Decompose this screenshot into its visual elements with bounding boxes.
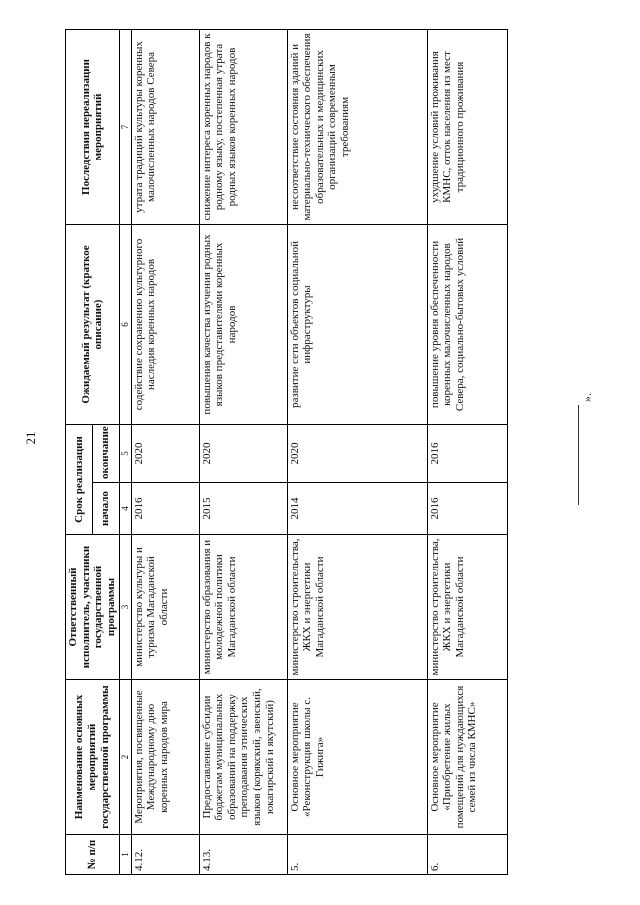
header-num: № п/п xyxy=(66,835,120,875)
row-start: 2016 xyxy=(427,483,507,535)
row-end: 2020 xyxy=(287,424,427,482)
table-row xyxy=(131,29,199,874)
row-result: повышения качества изучения родных языков представителями коренных народов xyxy=(199,224,287,424)
row-consequences: ухудшение условий проживания КМНС, отток населения из мест традиционного проживания xyxy=(427,29,507,224)
row-name: Мероприятия, посвященные Международному дню коренных народов мира xyxy=(131,680,199,835)
row-start: 2014 xyxy=(287,483,427,535)
page-number: 21 xyxy=(23,431,38,445)
row-executor: министерство культуры и туризма Магаданской области xyxy=(131,535,199,680)
row-executor: министерство строительства, ЖКХ и энергетики Магаданской области xyxy=(287,535,427,680)
header-row xyxy=(66,29,93,874)
table-row xyxy=(199,29,287,874)
header-result: Ожидаемый результат (краткое описание) xyxy=(66,224,120,424)
row-num: 6. xyxy=(427,835,507,875)
row-result: повышение уровня обеспеченности коренных малочисленных народов Севера, социально-бытовых условий xyxy=(427,224,507,424)
row-consequences: снижение интереса коренных народов к родному языку, постепенная утрата родных языков коренных народов xyxy=(199,29,287,224)
row-result: содействие сохранению культурного наследия коренных народов xyxy=(131,224,199,424)
header-consequences: Последствия нереализации мероприятий xyxy=(66,29,120,224)
row-name: Основное мероприятие «Реконструкция школы с. Гижига» xyxy=(287,680,427,835)
measures-table-container xyxy=(65,30,530,875)
row-executor: министерство строительства, ЖКХ и энергетики Магаданской области xyxy=(427,535,507,680)
row-consequences: несоответствие состояния зданий и материально-технического обеспечения образовательных и медицинских организаций современным требованиям xyxy=(287,29,427,224)
header-start: начало xyxy=(92,483,119,535)
col-index-5: 5 xyxy=(119,424,131,482)
row-num: 4.13. xyxy=(199,835,287,875)
header-end: окончание xyxy=(92,424,119,482)
header-term: Срок реализации xyxy=(66,424,93,534)
col-index-2: 2 xyxy=(119,680,131,835)
col-index-6: 6 xyxy=(119,224,131,424)
row-executor: министерство образования и молодежной политики Магаданской области xyxy=(199,535,287,680)
header-executor: Ответственный исполнитель, участники государственной программы xyxy=(66,535,120,680)
row-num: 4.12. xyxy=(131,835,199,875)
row-end: 2016 xyxy=(427,424,507,482)
closing-rule xyxy=(578,405,579,505)
table-row xyxy=(427,29,507,874)
row-consequences: утрата традиций культуры коренных малочисленных народов Севера xyxy=(131,29,199,224)
measures-table xyxy=(65,29,508,875)
row-result: развитие сети объектов социальной инфраструктуры xyxy=(287,224,427,424)
row-start: 2016 xyxy=(131,483,199,535)
row-end: 2020 xyxy=(199,424,287,482)
row-name: Предоставление субсидии бюджетам муниципальных образований на поддержку преподавания этнических языков (корякский, эвенский, юкагирский и якутский) xyxy=(199,680,287,835)
col-index-3: 3 xyxy=(119,535,131,680)
row-name: Основное мероприятие «Приобретение жилых помещений для нуждающихся семей из числа КМНС» xyxy=(427,680,507,835)
col-index-4: 4 xyxy=(119,483,131,535)
row-start: 2015 xyxy=(199,483,287,535)
col-index-1: 1 xyxy=(119,835,131,875)
col-index-7: 7 xyxy=(119,29,131,224)
table-row xyxy=(287,29,427,874)
closing-quote-mark: ». xyxy=(580,393,594,402)
header-name: Наименование основных мероприятий государственной программы xyxy=(66,680,120,835)
row-num: 5. xyxy=(287,835,427,875)
row-end: 2020 xyxy=(131,424,199,482)
column-index-row xyxy=(119,29,131,874)
